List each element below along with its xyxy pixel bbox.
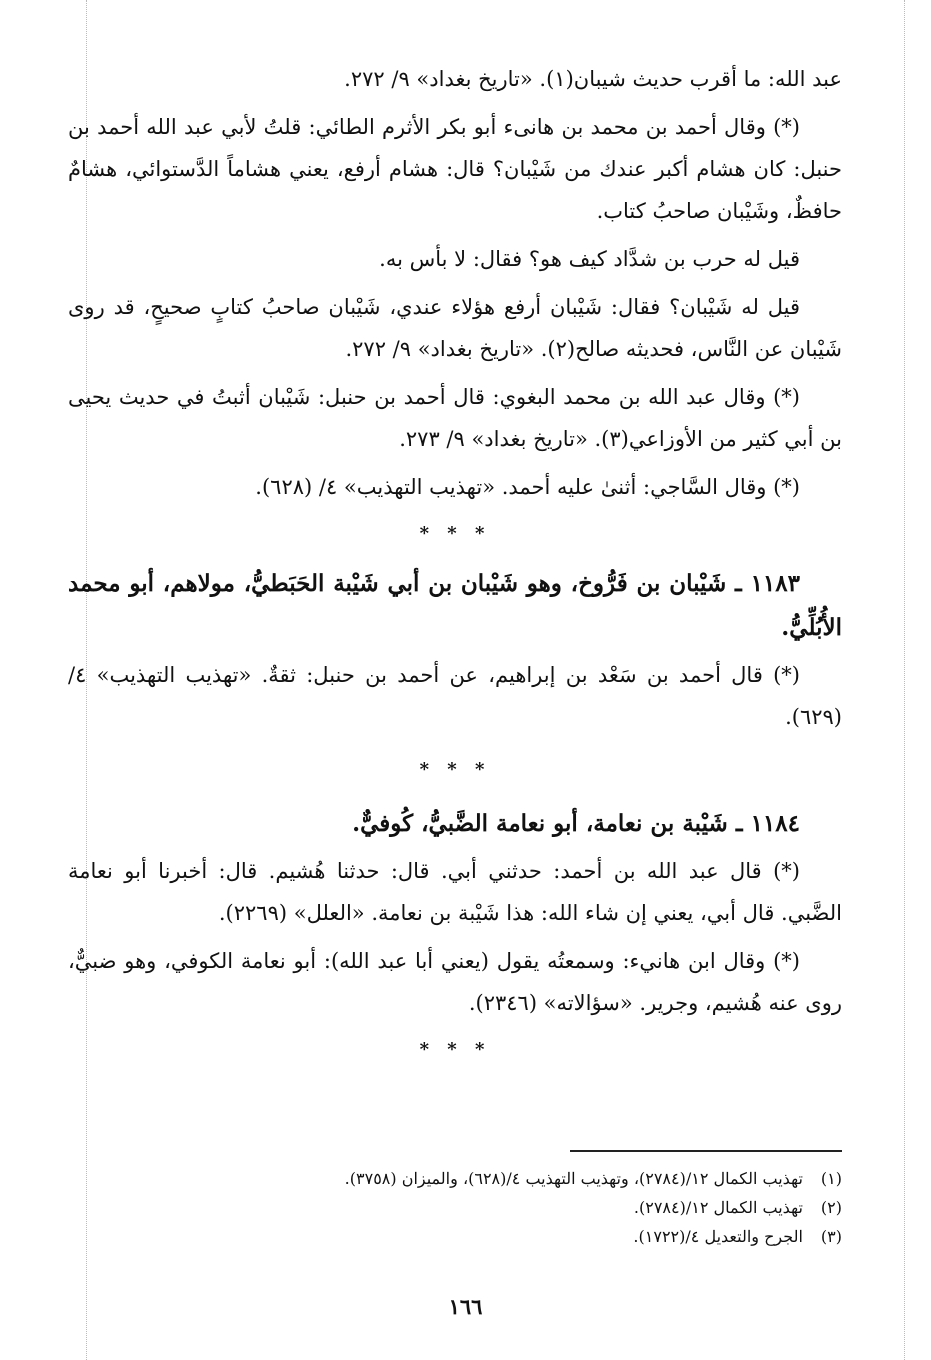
margin-dotted-line-right xyxy=(904,0,906,1360)
footnote-item xyxy=(82,1222,842,1251)
paragraph-shayban: قيل له شَيْبان؟ فقال: شَيْبان أرفع هؤلاء عندي، شَيْبان صاحبُ كتابٍ صحيحٍ، قد روى شَيْبان عن النَّاس، فحديثه صالح(٢). «تاريخ بغداد» ٩/ ٢٧٢. xyxy=(68,295,842,361)
paragraph-saji: (*) وقال السَّاجي: أثنىٰ عليه أحمد. «تهذيب التهذيب» ٤/ (٦٢٨). xyxy=(255,475,800,499)
section-separator: * * * xyxy=(419,1039,491,1060)
paragraph-intro: عبد الله: ما أقرب حديث شيبان(١). «تاريخ بغداد» ٩/ ٢٧٢. xyxy=(344,67,842,91)
footnote-divider xyxy=(570,1150,842,1152)
footnote-text: الجرح والتعديل ٤/(١٧٢٢). xyxy=(633,1227,803,1246)
footnote-item xyxy=(82,1193,842,1222)
paragraph-athram: (*) وقال أحمد بن محمد بن هانىء أبو بكر الأثرم الطائي: قلتُ لأبي عبد الله أحمد بن حنبل: كان هشام أكبر عندك من شَيْبان؟ قال: هشام أرفع، يعني هشاماً الدَّستوائي، هشامٌ حافظٌ، وشَيْبان صاحبُ كتاب. xyxy=(68,115,842,223)
footnote-text: تهذيب الكمال ١٢/(٢٧٨٤)، وتهذيب التهذيب ٤/(٦٢٨)، والميزان (٣٧٥٨). xyxy=(344,1169,803,1188)
entry-heading-1184: ١١٨٤ ـ شَيْبة بن نعامة، أبو نعامة الضَّبيُّ، كُوفيٌّ. xyxy=(352,810,800,837)
footnote-number: (١) xyxy=(820,1169,842,1188)
footnote-number: (٢) xyxy=(820,1198,842,1217)
entry-text-1184-b: (*) وقال ابن هانيء: وسمعتُه يقول (يعني أبا عبد الله): أبو نعامة الكوفي، وهو ضبيٌّ، روى عنه هُشيم، وجرير. «سؤالاته» (٢٣٤٦). xyxy=(68,949,842,1015)
footnote-item xyxy=(82,1164,842,1193)
entry-text-1183: (*) قال أحمد بن سَعْد بن إبراهيم، عن أحمد بن حنبل: ثقةٌ. «تهذيب التهذيب» ٤/ (٦٢٩). xyxy=(68,663,842,729)
entry-text-1184-a: (*) قال عبد الله بن أحمد: حدثني أبي. قال: حدثنا هُشيم. قال: أخبرنا أبو نعامة الضَّبي. قال أبي، يعني إن شاء الله: هذا شَيْبة بن نعامة. «العلل» (٢٢٦٩). xyxy=(68,859,842,925)
paragraph-harb: قيل له حرب بن شدَّاد كيف هو؟ فقال: لا بأس به. xyxy=(379,247,800,271)
section-separator: * * * xyxy=(419,523,491,544)
section-separator: * * * xyxy=(419,759,491,780)
paragraph-baghawi: (*) وقال عبد الله بن محمد البغوي: قال أحمد بن حنبل: شَيْبان أثبتُ في حديث يحيى بن أبي كثير من الأوزاعي(٣). «تاريخ بغداد» ٩/ ٢٧٣. xyxy=(68,385,842,451)
footnote-text: تهذيب الكمال ١٢/(٢٧٨٤). xyxy=(633,1198,803,1217)
page-number: ١٦٦ xyxy=(448,1294,483,1319)
entry-heading-1183: ١١٨٣ ـ شَيْبان بن فَرُّوخ، وهو شَيْبان بن أبي شَيْبة الحَبَطيُّ، مولاهم، أبو محمد الأُبُلِّيُّ. xyxy=(68,570,842,641)
page-body xyxy=(68,58,842,1078)
footnote-number: (٣) xyxy=(820,1227,842,1246)
footnotes xyxy=(82,1164,842,1251)
